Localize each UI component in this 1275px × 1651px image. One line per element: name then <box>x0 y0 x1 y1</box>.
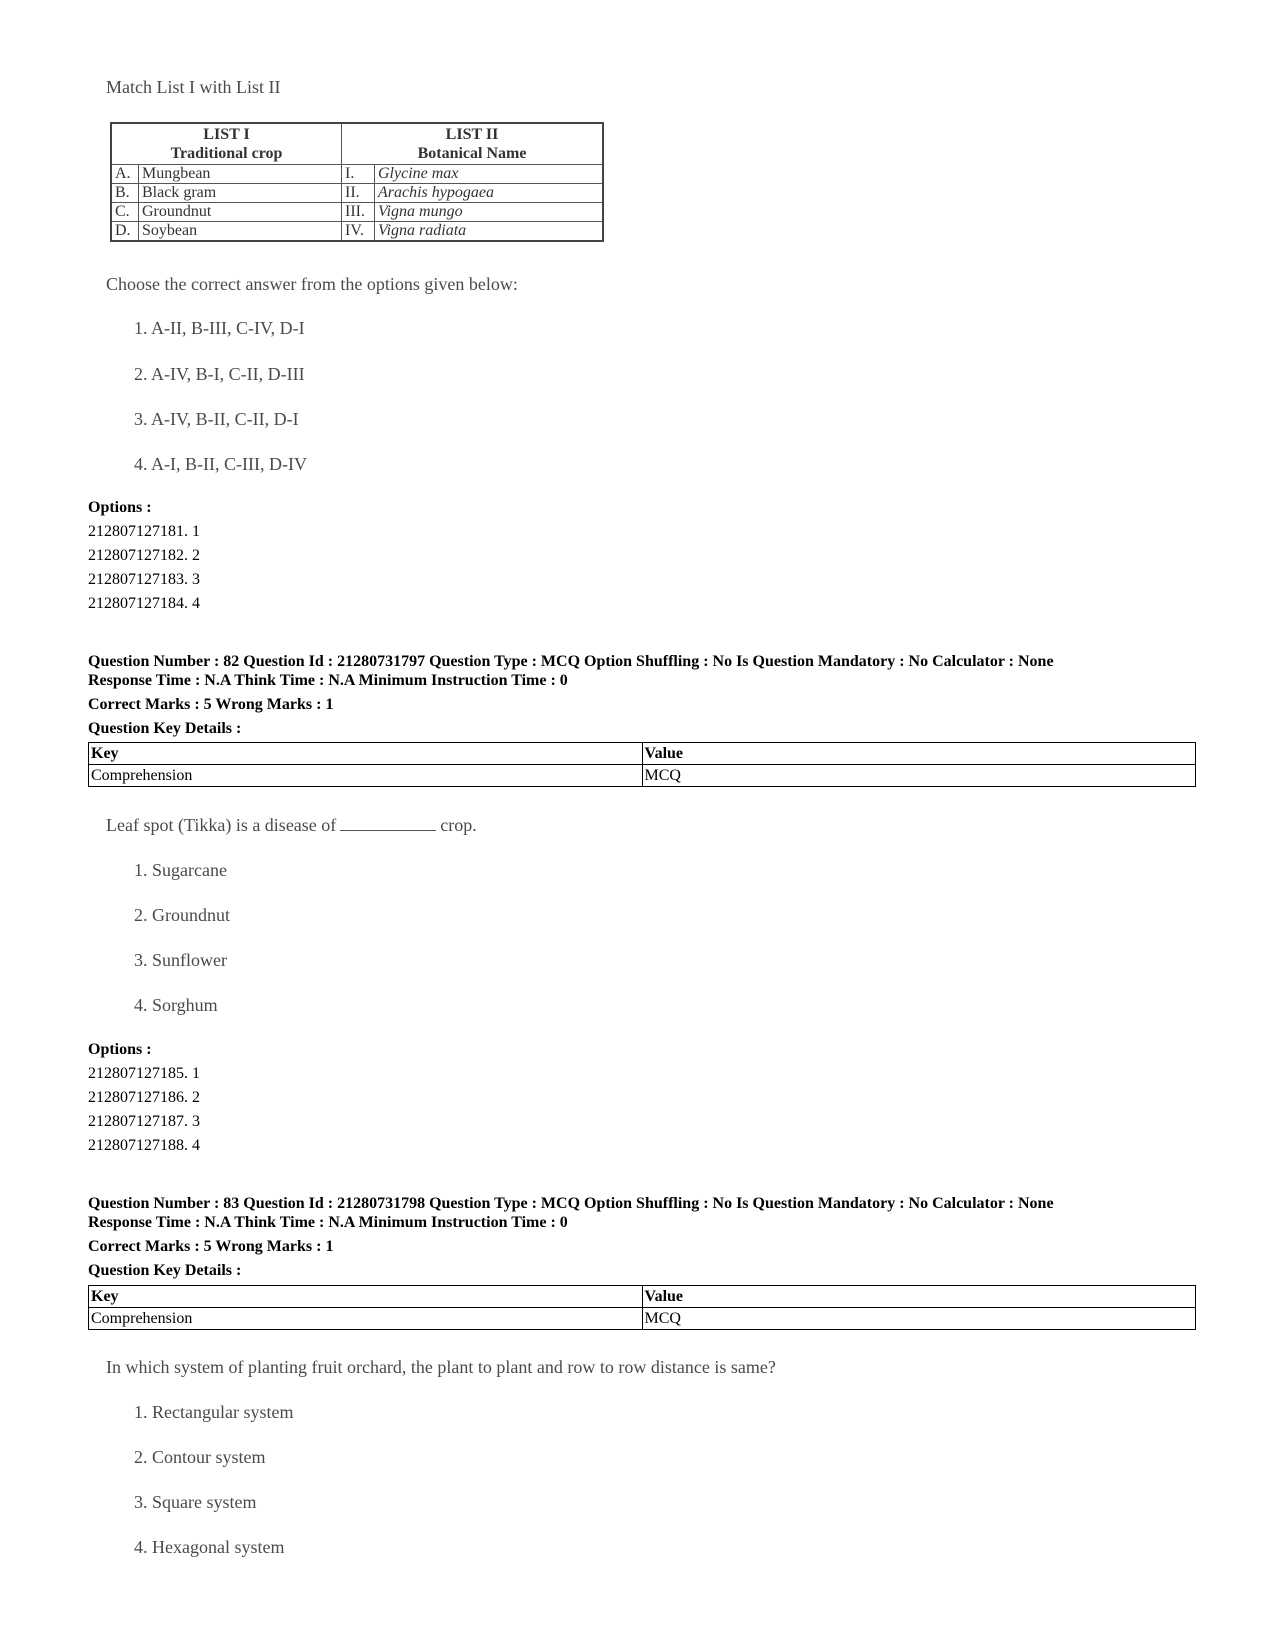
row-letter: A. <box>111 165 139 184</box>
option-id: 212807127185. 1 <box>88 1065 200 1082</box>
q82-choice: 3. Sunflower <box>134 950 227 970</box>
q81-options-label: Options : <box>88 499 152 516</box>
botanical-name: Glycine max <box>375 165 604 184</box>
match-row <box>111 203 603 222</box>
row-numeral: IV. <box>342 222 375 242</box>
q81-choice: 4. A-I, B-II, C-III, D-IV <box>134 454 307 474</box>
crop-name: Black gram <box>139 184 342 203</box>
option-id: 212807127182. 2 <box>88 547 200 564</box>
q83-meta-line1: Question Number : 83 Question Id : 21280731798 Question Type : MCQ Option Shuffling : No Is Question Mandatory : No Calculator : None <box>88 1195 1054 1212</box>
botanical-name: Arachis hypogaea <box>375 184 604 203</box>
value-cell: MCQ <box>642 765 1196 787</box>
key-header: Key <box>89 743 643 765</box>
option-id: 212807127186. 2 <box>88 1089 200 1106</box>
q81-stem: Match List I with List II <box>106 77 281 97</box>
fill-blank <box>340 816 436 831</box>
crop-name: Mungbean <box>139 165 342 184</box>
q81-instruction: Choose the correct answer from the options given below: <box>106 274 518 294</box>
option-id: 212807127188. 4 <box>88 1137 200 1154</box>
q83-key-details-label: Question Key Details : <box>88 1262 242 1279</box>
table-row <box>89 1308 1196 1330</box>
stem-text: crop. <box>440 815 477 835</box>
match-row <box>111 222 603 242</box>
crop-name: Soybean <box>139 222 342 242</box>
value-header: Value <box>642 743 1196 765</box>
botanical-name: Vigna radiata <box>375 222 604 242</box>
option-id: 212807127184. 4 <box>88 595 200 612</box>
q83-stem: In which system of planting fruit orchard, the plant to plant and row to row distance is same? <box>106 1357 776 1377</box>
match-table <box>110 122 604 242</box>
table-row <box>89 765 1196 787</box>
row-numeral: I. <box>342 165 375 184</box>
value-header: Value <box>642 1286 1196 1308</box>
q82-marks: Correct Marks : 5 Wrong Marks : 1 <box>88 696 334 713</box>
row-numeral: III. <box>342 203 375 222</box>
list1-subtitle: Traditional crop <box>170 145 283 162</box>
option-id: 212807127183. 3 <box>88 571 200 588</box>
q83-marks: Correct Marks : 5 Wrong Marks : 1 <box>88 1238 334 1255</box>
q82-choice: 2. Groundnut <box>134 905 230 925</box>
q82-meta-line2: Response Time : N.A Think Time : N.A Minimum Instruction Time : 0 <box>88 672 568 689</box>
q81-choice: 3. A-IV, B-II, C-II, D-I <box>134 409 299 429</box>
option-id: 212807127181. 1 <box>88 523 200 540</box>
list2-title: LIST II <box>445 126 499 143</box>
row-letter: C. <box>111 203 139 222</box>
match-row <box>111 184 603 203</box>
key-cell: Comprehension <box>89 765 643 787</box>
list2-subtitle: Botanical Name <box>417 145 527 162</box>
q83-key-table <box>88 1285 1196 1330</box>
q83-choice: 1. Rectangular system <box>134 1402 294 1422</box>
key-header: Key <box>89 1286 643 1308</box>
q82-key-table <box>88 742 1196 787</box>
q82-meta-line1: Question Number : 82 Question Id : 21280731797 Question Type : MCQ Option Shuffling : No Is Question Mandatory : No Calculator : None <box>88 653 1054 670</box>
q81-choice: 1. A-II, B-III, C-IV, D-I <box>134 318 305 338</box>
q83-choice: 4. Hexagonal system <box>134 1537 285 1557</box>
botanical-name: Vigna mungo <box>375 203 604 222</box>
match-row <box>111 165 603 184</box>
q82-key-details-label: Question Key Details : <box>88 720 242 737</box>
option-id: 212807127187. 3 <box>88 1113 200 1130</box>
q82-choice: 4. Sorghum <box>134 995 218 1015</box>
stem-text: Leaf spot (Tikka) is a disease of <box>106 815 337 835</box>
q83-meta-line2: Response Time : N.A Think Time : N.A Minimum Instruction Time : 0 <box>88 1214 568 1231</box>
q81-choice: 2. A-IV, B-I, C-II, D-III <box>134 364 305 384</box>
q82-stem <box>106 815 477 836</box>
row-numeral: II. <box>342 184 375 203</box>
list1-header <box>111 123 342 165</box>
q83-choice: 3. Square system <box>134 1492 257 1512</box>
key-cell: Comprehension <box>89 1308 643 1330</box>
crop-name: Groundnut <box>139 203 342 222</box>
list2-header <box>342 123 604 165</box>
list1-title: LIST I <box>203 126 250 143</box>
q82-options-label: Options : <box>88 1041 152 1058</box>
row-letter: D. <box>111 222 139 242</box>
value-cell: MCQ <box>642 1308 1196 1330</box>
q82-choice: 1. Sugarcane <box>134 860 227 880</box>
row-letter: B. <box>111 184 139 203</box>
q83-choice: 2. Contour system <box>134 1447 266 1467</box>
